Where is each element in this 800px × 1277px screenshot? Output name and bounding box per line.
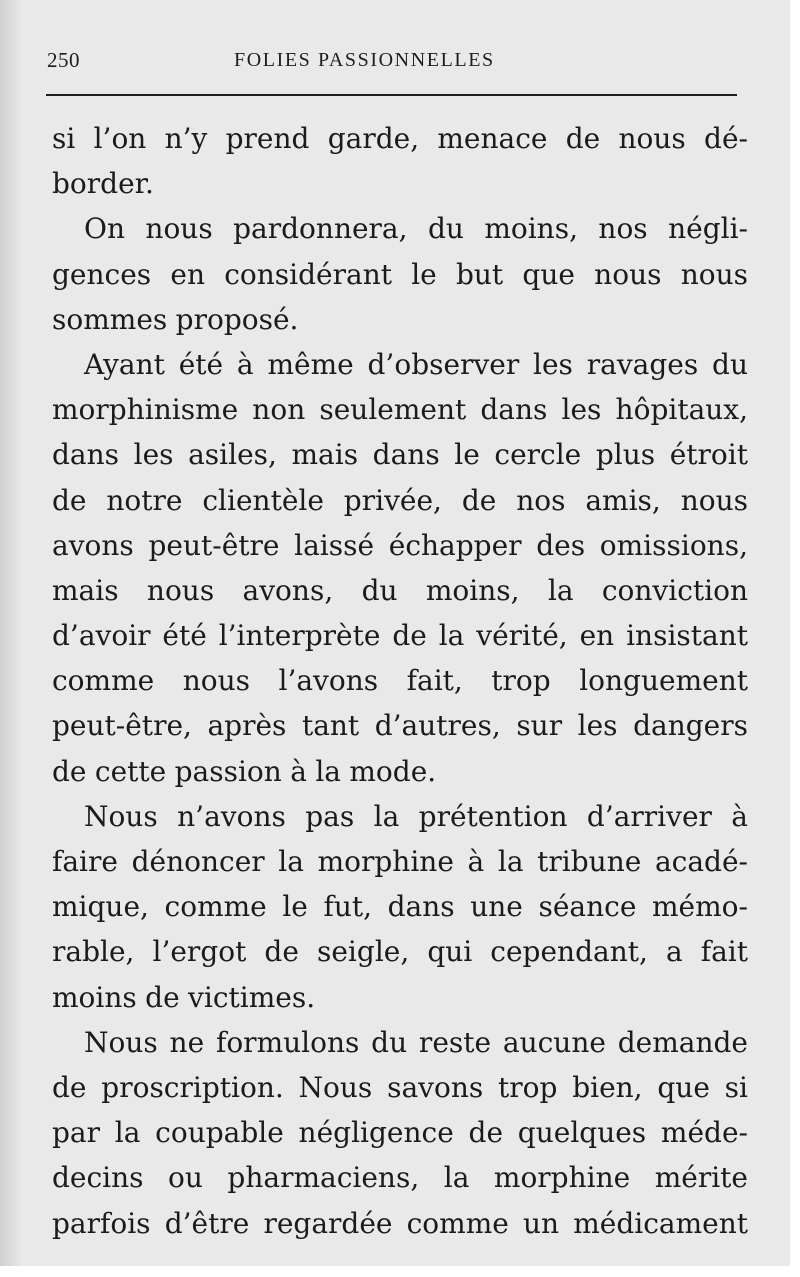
text-line: avons peut-être laissé échapper des omissions, bbox=[52, 528, 748, 562]
text-line: comme nous l’avons fait, trop longuement bbox=[52, 664, 748, 698]
text-line: de cette passion à la mode. bbox=[52, 754, 437, 788]
text-line: rable, l’ergot de seigle, qui cependant, a fait bbox=[52, 935, 748, 969]
text-line: Ayant été à même d’observer les ravages du bbox=[84, 347, 748, 381]
page-header bbox=[47, 48, 737, 88]
text-line: moins de victimes. bbox=[52, 980, 316, 1014]
running-title: FOLIES PASSIONNELLES bbox=[234, 49, 495, 71]
text-line: Nous ne formulons du reste aucune demande bbox=[84, 1025, 748, 1059]
text-line: dans les asiles, mais dans le cercle plus étroit bbox=[52, 438, 748, 472]
text-line: Nous n’avons pas la prétention d’arriver à bbox=[84, 799, 748, 833]
text-line: d’avoir été l’interprète de la vérité, en insistant bbox=[52, 619, 748, 653]
text-line: mais nous avons, du moins, la conviction bbox=[52, 573, 748, 607]
text-line: On nous pardonnera, du moins, nos négli- bbox=[84, 212, 748, 246]
page-number: 250 bbox=[47, 48, 80, 72]
body-text bbox=[52, 116, 748, 1246]
text-line: de notre clientèle privée, de nos amis, nous bbox=[52, 483, 748, 517]
text-line: faire dénoncer la morphine à la tribune acadé- bbox=[52, 845, 748, 878]
text-line: de proscription. Nous savons trop bien, que si bbox=[52, 1070, 748, 1104]
text-line: border. bbox=[52, 167, 154, 201]
text-line: parfois d’être regardée comme un médicament bbox=[52, 1206, 748, 1240]
text-line: decins ou pharmaciens, la morphine mérite bbox=[52, 1161, 748, 1195]
text-line: sommes proposé. bbox=[52, 302, 299, 336]
text-line: si l’on n’y prend garde, menace de nous dé- bbox=[52, 122, 748, 155]
text-line: peut-être, après tant d’autres, sur les dangers bbox=[52, 709, 748, 743]
page-edge-shadow bbox=[0, 0, 22, 1266]
text-line: mique, comme le fut, dans une séance mémo- bbox=[52, 890, 748, 924]
text-line: par la coupable négligence de quelques méde- bbox=[52, 1116, 748, 1150]
text-line: morphinisme non seulement dans les hôpitaux, bbox=[52, 393, 748, 427]
header-rule bbox=[46, 94, 737, 96]
text-line: gences en considérant le but que nous nous bbox=[52, 257, 748, 291]
